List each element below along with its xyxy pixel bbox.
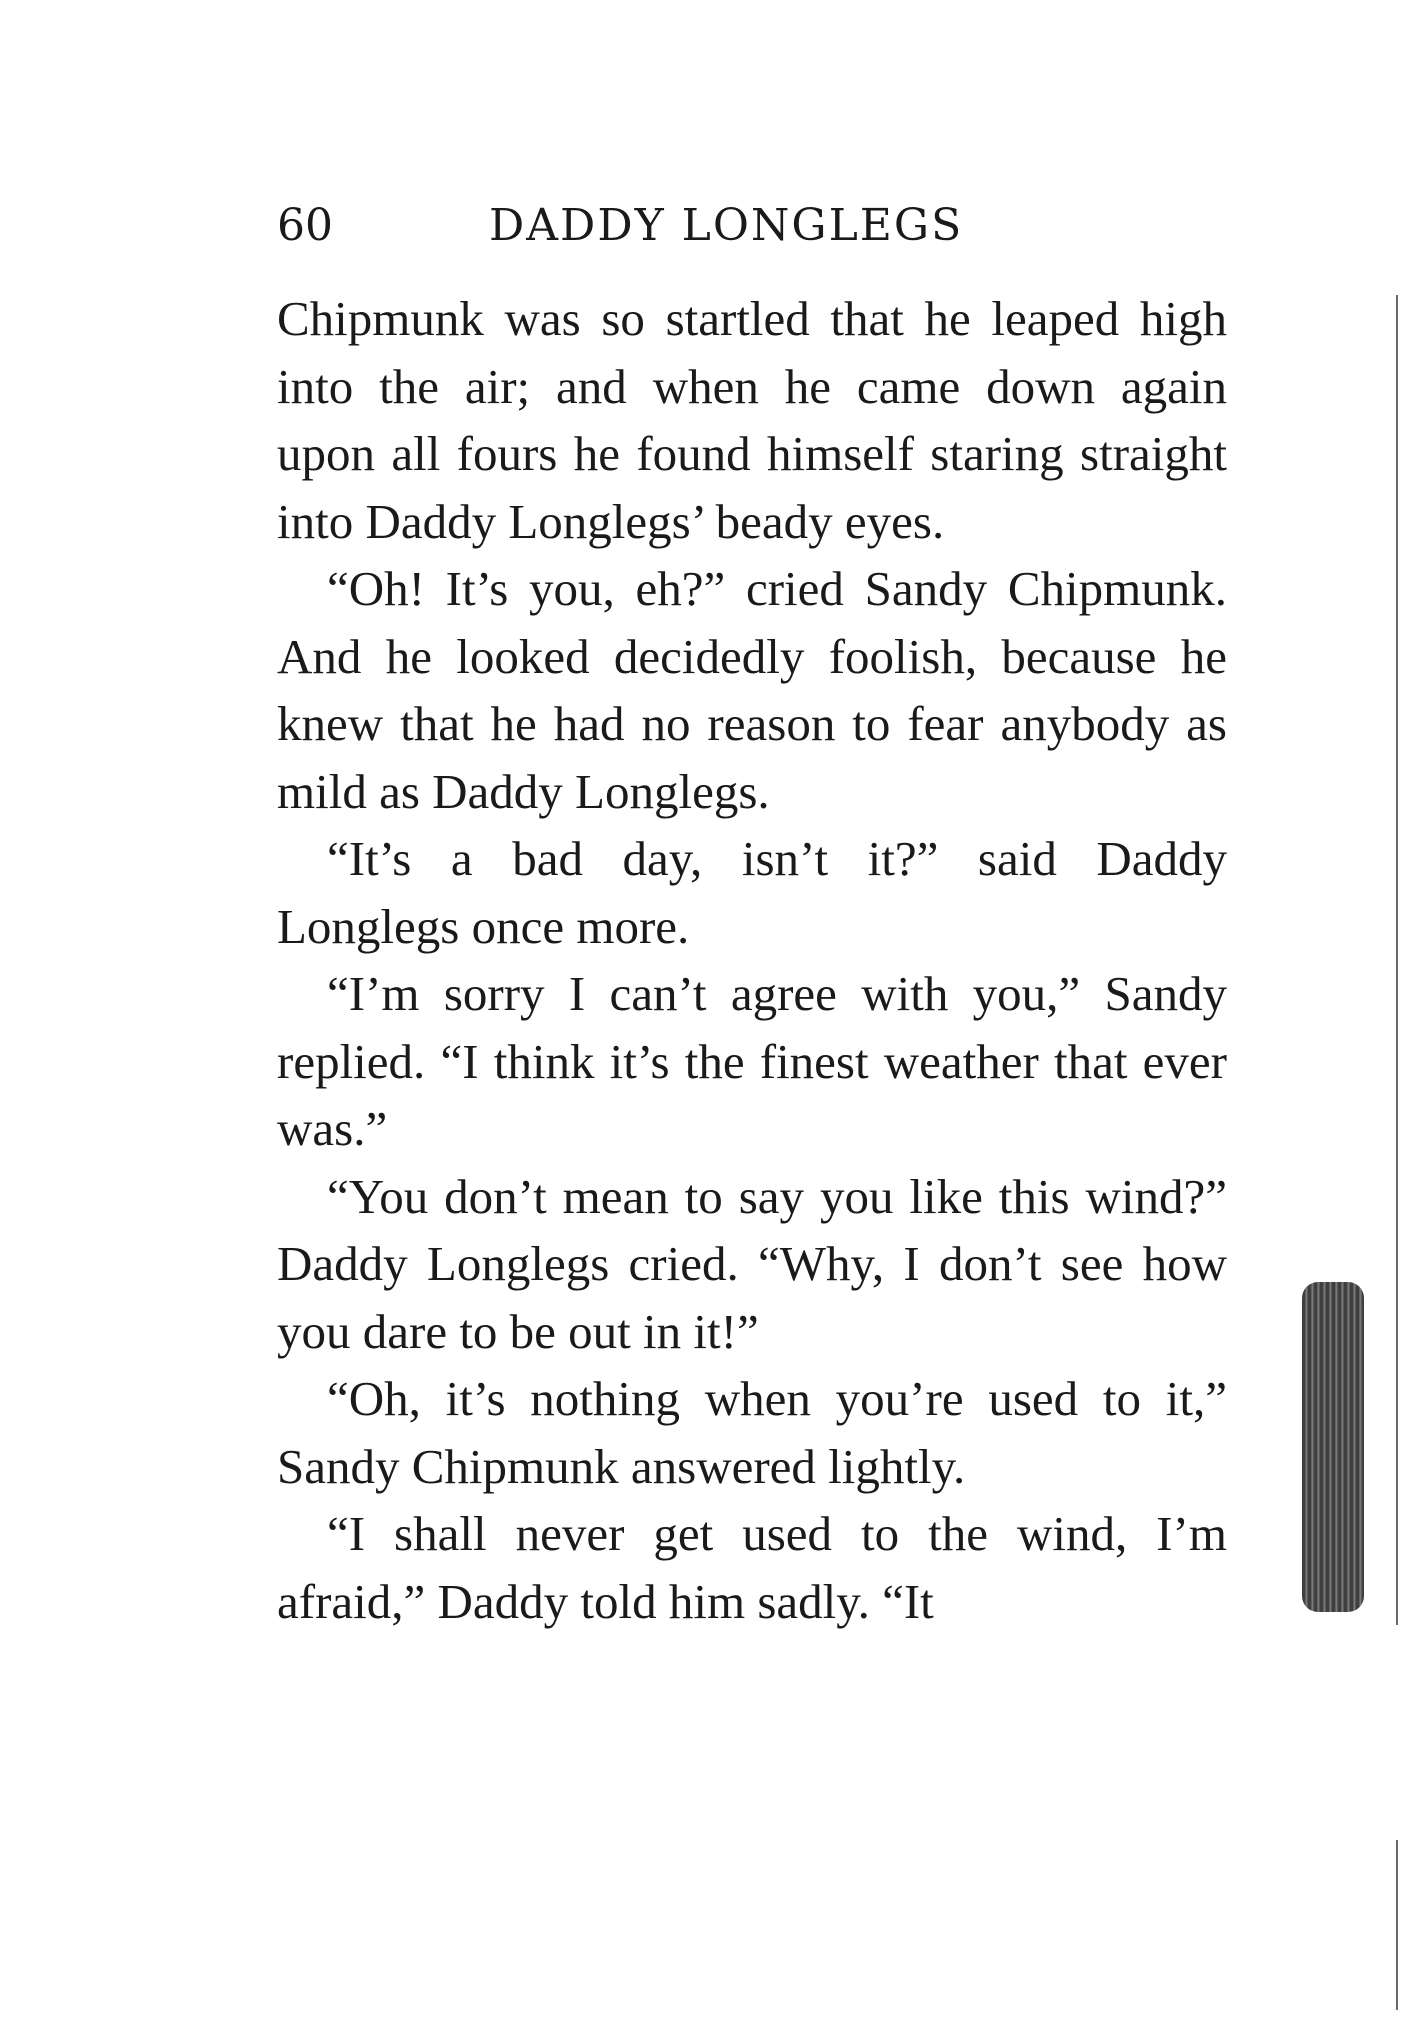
body-text xyxy=(277,285,1227,1635)
scan-edge-line xyxy=(1396,1840,1398,2010)
paragraph: “I shall never get used to the wind, I’m afraid,” Daddy told him sadly. “It xyxy=(277,1506,1227,1629)
paragraph: “I’m sorry I can’t agree with you,” Sandy replied. “I think it’s the finest weather that ever was.” xyxy=(277,966,1227,1156)
page-header xyxy=(277,196,1237,256)
scan-smudge xyxy=(1302,1282,1364,1612)
paragraph: “Oh, it’s nothing when you’re used to it,” Sandy Chipmunk answered lightly. xyxy=(277,1371,1227,1494)
paragraph: “It’s a bad day, isn’t it?” said Daddy Longlegs once more. xyxy=(277,831,1227,954)
scan-edge-line xyxy=(1396,295,1398,1625)
paragraph: Chipmunk was so startled that he leaped high into the air; and when he came down again upon all fours he found himself staring straight into Daddy Longlegs’ beady eyes. xyxy=(277,291,1227,549)
running-title: DADDY LONGLEGS xyxy=(489,200,964,251)
paragraph: “Oh! It’s you, eh?” cried Sandy Chipmunk. And he looked decidedly foolish, because he knew that he had no reason to fear anybody as mild as Daddy Longlegs. xyxy=(277,561,1227,819)
paragraph: “You don’t mean to say you like this wind?” Daddy Longlegs cried. “Why, I don’t see how you dare to be out in it!” xyxy=(277,1168,1227,1359)
page-number: 60 xyxy=(277,200,333,251)
